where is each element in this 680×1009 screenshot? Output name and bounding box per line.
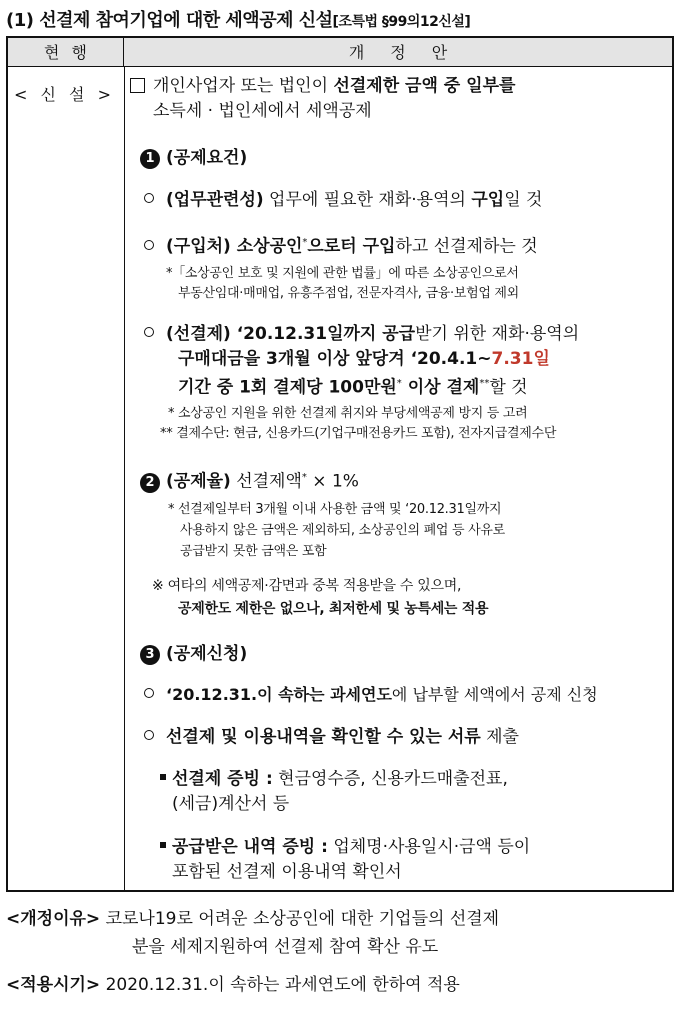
evidence-supply-history-line-2: 포함된 선결제 이용내역 확인서 xyxy=(172,862,402,882)
new-provision-label: < 신 설 > xyxy=(14,85,115,104)
square-bullet-icon xyxy=(160,842,166,848)
requirement-prepayment: (선결제) ‘20.12.31일까지 공급받기 위한 재화·용역의 xyxy=(144,322,579,346)
square-bullet-icon xyxy=(160,774,166,780)
header-current: 현행 xyxy=(8,38,124,67)
title-ref: [조특법 §99의12신설] xyxy=(332,14,471,30)
effective-date: <적용시기> 2020.12.31.이 속하는 과세연도에 한하여 적용 xyxy=(6,975,460,995)
remark-duplicate-credit: ※ 여타의 세액공제·감면과 중복 적용받을 수 있으며, xyxy=(152,578,462,594)
circle-bullet-icon xyxy=(144,240,154,250)
table-header xyxy=(8,38,672,67)
section-application-title: 3 (공제신청) xyxy=(140,642,247,666)
evidence-prepayment-line-2: (세금)계산서 등 xyxy=(172,794,290,814)
note-rate-exclusion-1: * 선결제일부터 3개월 이내 사용한 금액 및 ‘20.12.31일까지 xyxy=(168,502,502,517)
remark-credit-limit: 공제한도 제한은 없으나, 최저한세 및 농특세는 적용 xyxy=(178,601,489,617)
note-payment-methods: ** 결제수단: 현금, 신용카드(기업구매전용카드 포함), 전자지급결제수단 xyxy=(160,426,557,441)
note-small-business-definition-1: *「소상공인 보호 및 지원에 관한 법률」에 따른 소상공인으로서 xyxy=(166,266,519,281)
number-3-icon: 3 xyxy=(140,645,160,665)
section-requirements-title: 1 (공제요건) xyxy=(140,146,247,170)
evidence-supply-history: 공급받은 내역 증빙 : 업체명·사용일시·금액 등이 xyxy=(160,835,530,859)
title-main: (1) 선결제 참여기업에 대한 세액공제 신설 xyxy=(6,10,333,31)
circle-bullet-icon xyxy=(144,193,154,203)
note-rate-exclusion-3: 공급받지 못한 금액은 포함 xyxy=(180,544,327,559)
amendment-reason-line-2: 분을 세제지원하여 선결제 참여 확산 유도 xyxy=(132,937,439,957)
header-revised: 개정안 xyxy=(348,43,474,62)
amendment-table xyxy=(6,36,674,892)
circle-bullet-icon xyxy=(144,730,154,740)
intro-line-2: 소득세 · 법인세에서 세액공제 xyxy=(153,101,372,121)
requirement-purchase-source: (구입처) 소상공인*으로터 구입하고 선결제하는 것 xyxy=(144,231,538,259)
number-1-icon: 1 xyxy=(140,149,160,169)
application-documents: 선결제 및 이용내역을 확인할 수 있는 서류 제출 xyxy=(144,725,519,749)
note-prepayment-purpose: * 소상공인 지원을 위한 선결제 취지와 부당세액공제 방지 등 고려 xyxy=(168,406,528,421)
evidence-prepayment: 선결제 증빙 : 현금영수증, 신용카드매출전표, xyxy=(160,767,508,791)
circle-bullet-icon xyxy=(144,688,154,698)
requirement-business-relevance: (업무관련성) 업무에 필요한 재화·용역의 구입일 것 xyxy=(144,188,542,212)
section-rate-title: 2 (공제율) 선결제액* × 1% xyxy=(140,466,359,494)
circle-bullet-icon xyxy=(144,327,154,337)
requirement-prepayment-line-3: 기간 중 1회 결제당 100만원* 이상 결제**할 것 xyxy=(178,377,528,398)
checkbox-icon xyxy=(130,78,145,93)
reason-label: <개정이유> xyxy=(6,909,101,929)
number-2-icon: 2 xyxy=(140,473,160,493)
document-title xyxy=(6,6,470,32)
application-tax-year: ‘20.12.31.이 속하는 과세연도에 납부할 세액에서 공제 신청 xyxy=(144,683,598,707)
intro-line-1: 개인사업자 또는 법인이 선결제한 금액 중 일부를 xyxy=(130,74,515,98)
column-divider xyxy=(124,67,125,890)
amendment-reason: <개정이유> 코로나19로 어려운 소상공인에 대한 기업들의 선결제 xyxy=(6,909,500,929)
note-rate-exclusion-2: 사용하지 않은 금액은 제외하되, 소상공인의 폐업 등 사유로 xyxy=(180,523,505,538)
apply-label: <적용시기> xyxy=(6,975,101,995)
note-small-business-definition-2: 부동산임대·매매업, 유흥주점업, 전문자격사, 금융·보험업 제외 xyxy=(178,286,519,301)
requirement-prepayment-line-2: 구매대금을 3개월 이상 앞당겨 ‘20.4.1~7.31일 xyxy=(178,349,550,369)
